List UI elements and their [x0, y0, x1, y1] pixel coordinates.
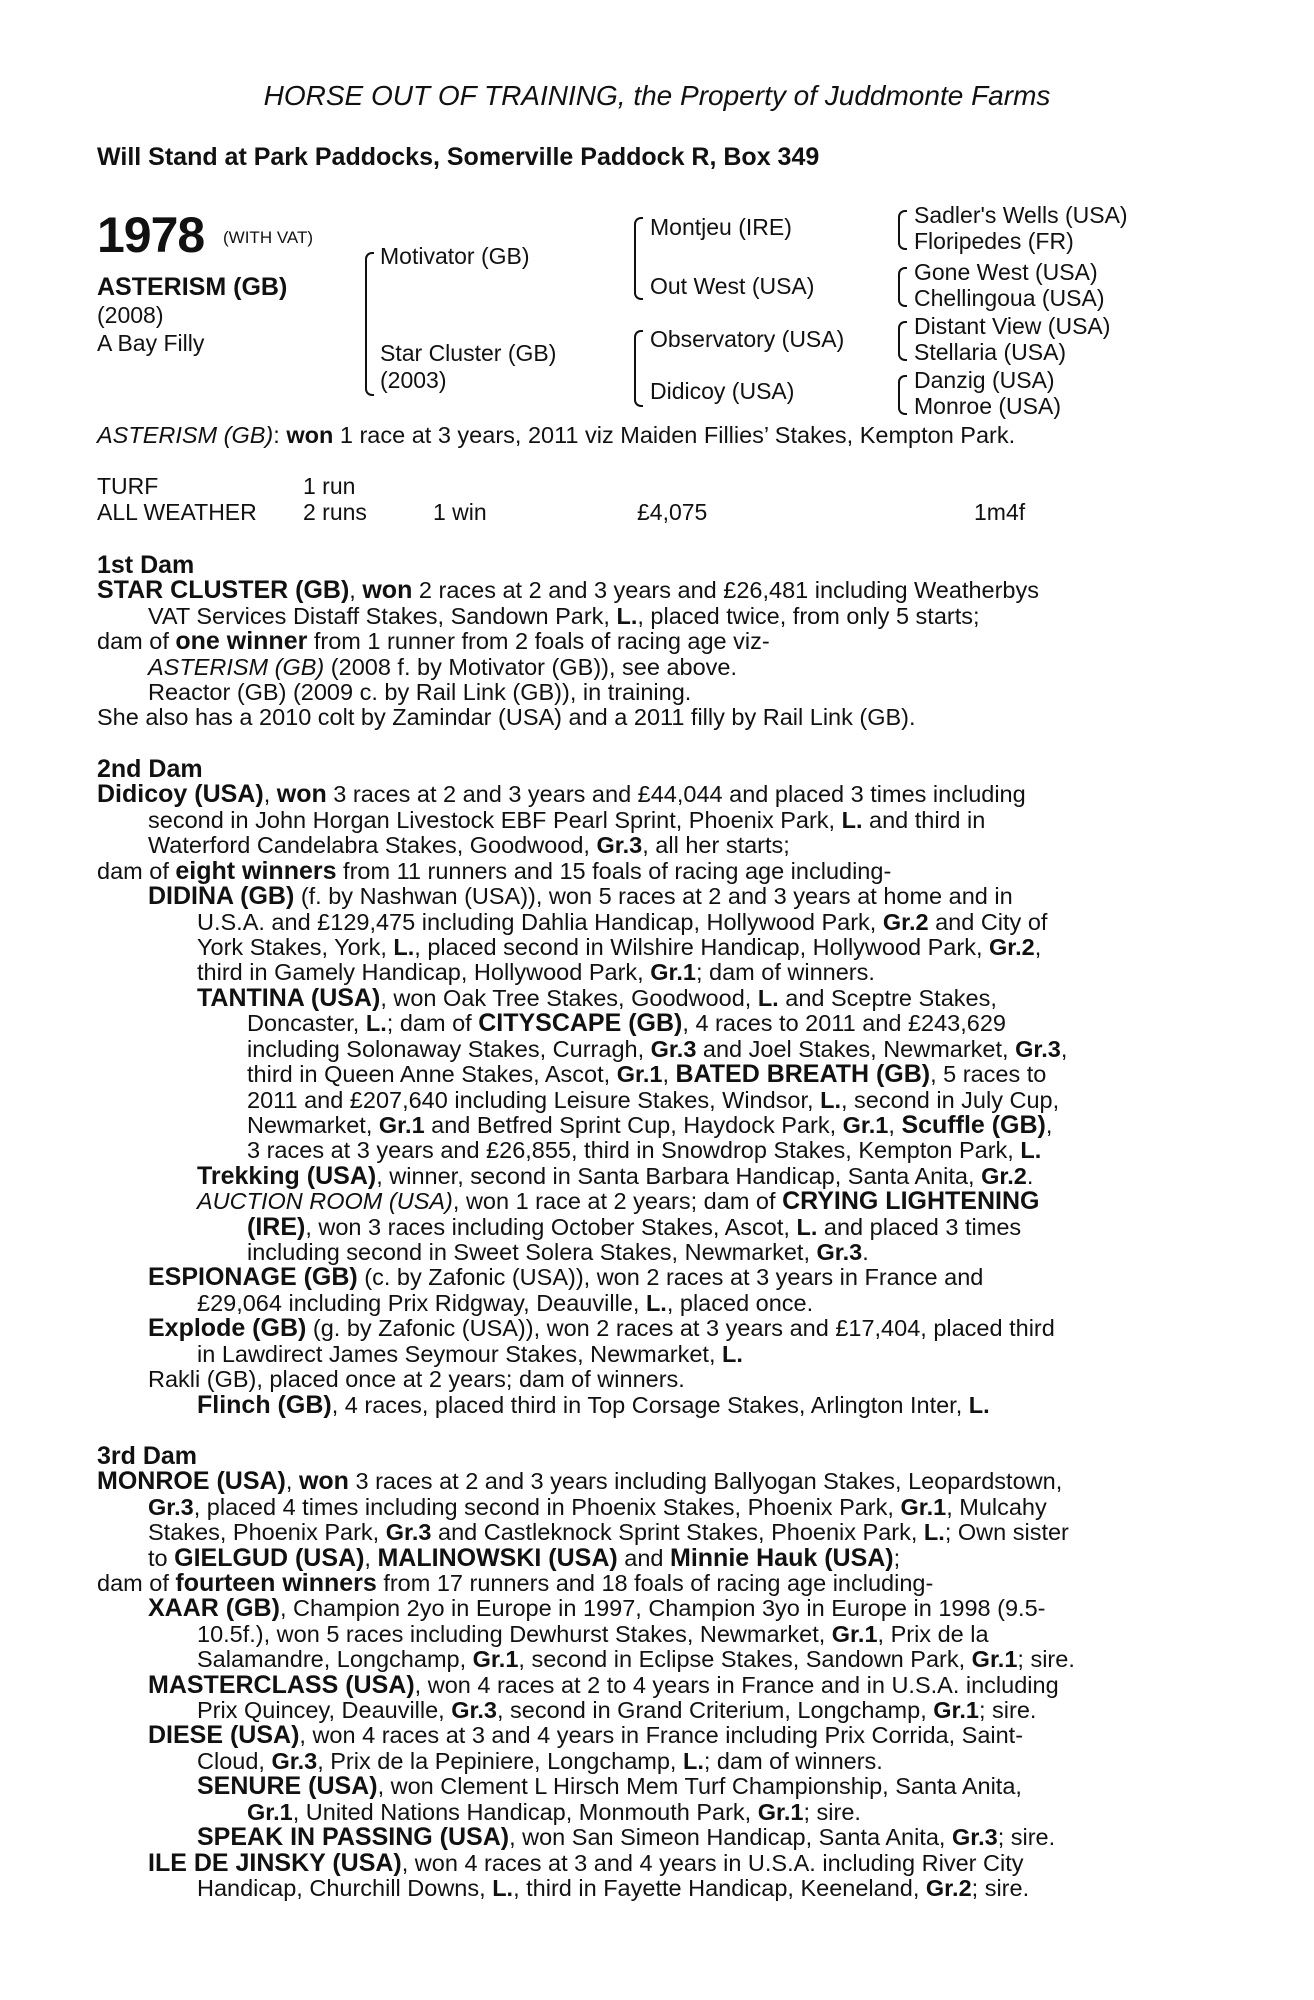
progeny-line [247, 1215, 1021, 1241]
dam2-won: won [276, 780, 327, 808]
progeny-line [197, 910, 1047, 936]
dam2-line: Didicoy (USA), won 3 races at 2 and 3 years and £44,044 and placed 3 times including [97, 780, 1026, 808]
text: , won Oak Tree Stakes, Goodwood, [380, 985, 752, 1011]
brace-dam-bottom [634, 360, 643, 407]
dam3-line [97, 1571, 933, 1597]
listed-mark: L. [492, 1875, 514, 1901]
listed-mark: L. [796, 1214, 818, 1240]
grade-mark: Gr.2 [981, 1163, 1027, 1189]
text: from 17 runners and 18 foals of racing age including- [383, 1570, 934, 1596]
text: , won 3 races including October Stakes, Ascot, [305, 1214, 790, 1240]
progeny-line [247, 1037, 1067, 1063]
text: ; sire. [979, 1697, 1037, 1723]
progeny-item [148, 1673, 1059, 1699]
progeny-item [148, 1851, 1023, 1877]
text: ; sire. [971, 1875, 1030, 1901]
brace-g3-4b [898, 388, 907, 415]
grade-mark: Gr.3 [451, 1697, 497, 1723]
dam1-also: She also has a 2010 colt by Zamindar (USA) and a 2011 filly by Rail Link (GB). [97, 704, 916, 730]
stand-location: Will Stand at Park Paddocks, Somerville Paddock R, Box 349 [97, 143, 820, 171]
text: , won San Simeon Handicap, Santa Anita, [509, 1824, 946, 1850]
grade-mark: Gr.2 [882, 909, 929, 935]
text: Waterford Candelabra Stakes, Goodwood, [148, 832, 590, 858]
progeny-name: GIELGUD (USA) [174, 1544, 365, 1572]
listed-mark: L. [757, 985, 779, 1011]
progeny-line [197, 1749, 883, 1775]
progeny-line [197, 1876, 1029, 1902]
grade-mark: Gr.1 [247, 1799, 293, 1825]
brace-g3-2b [898, 280, 907, 307]
progeny-name: SPEAK IN PASSING (USA) [197, 1823, 510, 1851]
g3-dss: Distant View (USA) [914, 313, 1111, 339]
horse-name: ASTERISM (GB) [97, 273, 288, 301]
progeny-item [197, 986, 997, 1012]
dam: Star Cluster (GB) [380, 340, 557, 366]
horse-description: A Bay Filly [97, 330, 205, 356]
grade-mark: Gr.3 [816, 1239, 863, 1265]
text: 3 races at 2 and 3 years including Ballyogan Stakes, Leopardstown, [355, 1468, 1063, 1494]
text: , won 4 races at 2 to 4 years in France and in U.S.A. including [414, 1672, 1059, 1698]
progeny-line [247, 1088, 1059, 1114]
text: and Castleknock Sprint Stakes, Phoenix Park, [438, 1519, 918, 1545]
text: York Stakes, York, [197, 934, 387, 960]
progeny-name: ESPIONAGE (GB) [148, 1263, 358, 1291]
text: ; dam of winners. [695, 959, 875, 985]
grade-mark: Gr.3 [148, 1494, 194, 1520]
text: , won 4 races at 3 and 4 years in France including Prix Corrida, Saint- [299, 1722, 1024, 1748]
progeny-item: Reactor (GB) (2009 c. by Rail Link (GB)), in training. [148, 679, 692, 705]
text: 3 races at 2 and 3 years and £44,044 and placed 3 times including [333, 781, 1026, 807]
listed-mark: L. [682, 1748, 704, 1774]
progeny-line [197, 1647, 1075, 1673]
g3-ddd: Monroe (USA) [914, 393, 1061, 419]
listed-mark: L. [923, 1519, 945, 1545]
progeny-item [197, 1774, 1022, 1800]
vat-note: (WITH VAT) [223, 228, 314, 247]
progeny-item [197, 1825, 1055, 1851]
progeny-name: Flinch (GB) [197, 1391, 332, 1419]
text: , won 4 races at 3 and 4 years in U.S.A. including River City [401, 1850, 1024, 1876]
dam3-line [148, 1520, 1069, 1546]
grade-mark: Gr.1 [933, 1697, 979, 1723]
text: , second in July Cup, [840, 1087, 1060, 1113]
text: U.S.A. and £129,475 including Dahlia Handicap, Hollywood Park, [197, 909, 877, 935]
horse-year: (2008) [97, 302, 164, 328]
progeny-item [148, 1316, 1055, 1342]
text: , won 1 race at 2 years; dam of [452, 1188, 776, 1214]
dam1-line [97, 629, 770, 655]
text: , third in Fayette Handicap, Keeneland, [513, 1875, 920, 1901]
progeny-item [197, 1189, 1039, 1215]
text: including Solonaway Stakes, Curragh, [247, 1036, 645, 1062]
text: VAT Services Distaff Stakes, Sandown Park, [148, 603, 610, 629]
text: ; Own sister [944, 1519, 1069, 1545]
text: (f. by Nashwan (USA)), won 5 races at 2 and 3 years at home and in [300, 883, 1013, 909]
progeny-line [197, 935, 1041, 961]
progeny-item [148, 884, 1013, 910]
text: and third in [869, 807, 986, 833]
text: , Mulcahy [946, 1494, 1047, 1520]
text: , won Clement L Hirsch Mem Turf Championship, Santa Anita, [377, 1773, 1022, 1799]
listed-mark: L. [820, 1087, 841, 1113]
aw-runs: 2 runs [303, 499, 367, 525]
progeny-line [247, 1138, 1041, 1164]
text: , all her starts; [642, 832, 790, 858]
text: , [662, 1061, 669, 1087]
grade-mark: Gr.1 [831, 1621, 878, 1647]
listed-mark: L. [841, 807, 863, 833]
dam-dam: Didicoy (USA) [650, 378, 795, 404]
sire: Motivator (GB) [380, 243, 530, 269]
brace-g3-1b [898, 223, 907, 250]
brace-sire-bottom [634, 241, 643, 300]
text: ; dam of winners. [703, 1748, 883, 1774]
listed-mark: L. [616, 603, 638, 629]
text: second in John Horgan Livestock EBF Pearl Sprint, Phoenix Park, [148, 807, 836, 833]
text: and Joel Stakes, Newmarket, [702, 1036, 1009, 1062]
text: , second in Grand Criterium, Longchamp, [496, 1697, 927, 1723]
grade-mark: Gr.1 [757, 1799, 804, 1825]
text: from 11 runners and 15 foals of racing age including- [343, 858, 892, 884]
dam2-heading: 2nd Dam [97, 755, 203, 783]
text: . [862, 1239, 869, 1265]
summary-horse: ASTERISM (GB) [97, 422, 274, 448]
text: , Prix de la [877, 1621, 989, 1647]
progeny-name: CITYSCAPE (GB) [478, 1009, 683, 1037]
winners-count: fourteen winners [175, 1569, 377, 1597]
grade-mark: Gr.1 [650, 959, 696, 985]
text: , [888, 1112, 895, 1138]
text: dam of [97, 628, 169, 654]
text: (c. by Zafonic (USA)), won 2 races at 3 years in France and [364, 1264, 984, 1290]
dam2-line [97, 859, 891, 885]
dam1-heading: 1st Dam [97, 551, 195, 579]
text: , placed once. [666, 1290, 814, 1316]
progeny-name: ASTERISM (GB) [148, 654, 325, 680]
progeny-name: CRYING LIGHTENING [782, 1187, 1040, 1215]
progeny-name: Trekking (USA) [197, 1162, 377, 1190]
brace-g3-3b [898, 334, 907, 361]
text: in Lawdirect James Seymour Stakes, Newmarket, [197, 1341, 716, 1367]
listed-mark: L. [645, 1290, 667, 1316]
text: , 4 races to 2011 and £243,629 [682, 1010, 1006, 1036]
text: ; sire. [803, 1799, 861, 1825]
dam1-name: STAR CLUSTER (GB) [97, 576, 350, 604]
text: , [1060, 1036, 1068, 1062]
turf-label: TURF [97, 473, 159, 499]
progeny-name: MASTERCLASS (USA) [148, 1671, 415, 1699]
dam-year: (2003) [380, 367, 447, 393]
progeny-name: Scuffle (GB) [901, 1111, 1046, 1139]
g3-sdd: Chellingoua (USA) [914, 285, 1105, 311]
progeny-item [148, 1723, 1023, 1749]
text: , Champion 2yo in Europe in 1997, Champion 3yo in Europe in 1998 (9.5- [279, 1595, 1046, 1621]
grade-mark: Gr.1 [900, 1494, 947, 1520]
text: 2011 and £207,640 including Leisure Stakes, Windsor, [247, 1087, 814, 1113]
grade-mark: Gr.1 [378, 1112, 425, 1138]
dam1-won: won [362, 576, 413, 604]
progeny-line [197, 960, 875, 986]
progeny-name: DIDINA (GB) [148, 882, 295, 910]
race-summary: ASTERISM (GB): won 1 race at 3 years, 2011 viz Maiden Fillies’ Stakes, Kempton Park. [97, 422, 1016, 448]
text: , [1034, 934, 1042, 960]
text: including second in Sweet Solera Stakes, Newmarket, [247, 1239, 810, 1265]
text: Cloud, [197, 1748, 265, 1774]
text: , placed second in Wilshire Handicap, Hollywood Park, [414, 934, 983, 960]
text: third in Gamely Handicap, Hollywood Park, [197, 959, 644, 985]
dam3-line [148, 1495, 1047, 1521]
grade-mark: Gr.1 [472, 1646, 519, 1672]
g3-dsd: Stellaria (USA) [914, 339, 1067, 365]
text: and Sceptre Stakes, [785, 985, 997, 1011]
progeny-line [197, 1622, 989, 1648]
text: Newmarket, [247, 1112, 373, 1138]
progeny-line [247, 1800, 861, 1826]
progeny-name: SENURE (USA) [197, 1772, 378, 1800]
dam3-line [148, 1546, 900, 1572]
g3-sds: Gone West (USA) [914, 259, 1098, 285]
brace-sire-top [634, 217, 643, 243]
text: 3 races at 3 years and £26,855, third in Snowdrop Stakes, Kempton Park, [247, 1137, 1014, 1163]
brace-top [365, 252, 374, 296]
grade-mark: Gr.3 [1015, 1036, 1061, 1062]
text: (2008 f. by Motivator (GB)), see above. [330, 654, 737, 680]
grade-mark: Gr.2 [989, 934, 1035, 960]
dam2-name: Didicoy (USA) [97, 780, 264, 808]
text: , United Nations Handicap, Monmouth Park, [292, 1799, 752, 1825]
listed-mark: L. [968, 1392, 990, 1418]
progeny-item [148, 1596, 1045, 1622]
summary-won: won [286, 422, 334, 448]
progeny-line [247, 1062, 1046, 1088]
text: dam of [97, 1570, 169, 1596]
text: Prix Quincey, Deauville, [197, 1697, 445, 1723]
text: , [285, 1468, 293, 1494]
progeny-name: MALINOWSKI (USA) [377, 1544, 618, 1572]
text: , Prix de la Pepiniere, Longchamp, [317, 1748, 677, 1774]
text: and Betfred Sprint Cup, Haydock Park, [431, 1112, 837, 1138]
progeny-line [197, 1291, 813, 1317]
text: Handicap, Churchill Downs, [197, 1875, 486, 1901]
g3-ssd: Floripedes (FR) [914, 228, 1074, 254]
winners-count: one winner [175, 627, 308, 655]
listed-mark: L. [365, 1010, 387, 1036]
text: ; dam of [386, 1010, 472, 1036]
grade-mark: Gr.1 [842, 1112, 889, 1138]
progeny-line [247, 1240, 869, 1266]
text: Stakes, Phoenix Park, [148, 1519, 380, 1545]
grade-mark: Gr.3 [596, 832, 643, 858]
g3-dds: Danzig (USA) [914, 367, 1055, 393]
dam3-line [97, 1469, 1062, 1495]
aw-distance: 1m4f [974, 499, 1026, 525]
progeny-line [247, 1113, 1052, 1139]
dam1-text: 2 races at 2 and 3 years and £26,481 including Weatherbys [418, 577, 1040, 603]
text: ; [893, 1545, 901, 1571]
dam2-line [148, 808, 985, 834]
dam2-line [148, 833, 790, 859]
progeny-name: XAAR (GB) [148, 1594, 280, 1622]
dam1-line [148, 604, 980, 630]
progeny-item [197, 1393, 990, 1419]
sire-dam: Out West (USA) [650, 273, 815, 299]
aw-label: ALL WEATHER [97, 499, 257, 525]
brace-bottom [365, 294, 374, 396]
text: dam of [97, 858, 169, 884]
progeny-name: AUCTION ROOM (USA) [197, 1188, 453, 1214]
text: , [1045, 1112, 1053, 1138]
text: and placed 3 times [823, 1214, 1022, 1240]
summary-text: 1 race at 3 years, 2011 viz Maiden Fillies’ Stakes, Kempton Park. [339, 422, 1016, 448]
aw-money: £4,075 [637, 499, 708, 525]
text: Salamandre, Longchamp, [197, 1646, 467, 1672]
g3-sss: Sadler's Wells (USA) [914, 202, 1128, 228]
progeny-item [197, 1164, 1033, 1190]
grade-mark: Gr.3 [951, 1824, 998, 1850]
grade-mark: Gr.1 [616, 1061, 663, 1087]
sire-sire: Montjeu (IRE) [650, 214, 792, 240]
listed-mark: L. [393, 934, 415, 960]
progeny-item [148, 1265, 983, 1291]
text: third in Queen Anne Stakes, Ascot, [247, 1061, 611, 1087]
text: £29,064 including Prix Ridgway, Deauville, [197, 1290, 640, 1316]
text: and City of [935, 909, 1048, 935]
page-title: HORSE OUT OF TRAINING, the Property of Juddmonte Farms [263, 80, 1051, 111]
text: , 4 races, placed third in Top Corsage Stakes, Arlington Inter, [331, 1392, 963, 1418]
lot-number: 1978 [97, 207, 205, 263]
grade-mark: Gr.3 [650, 1036, 697, 1062]
listed-mark: L. [722, 1341, 743, 1367]
brace-dam-top [634, 330, 643, 362]
dam3-won: won [298, 1467, 349, 1495]
text: , placed twice, from only 5 starts; [637, 603, 980, 629]
text: ; sire. [1017, 1646, 1075, 1672]
progeny-name: (IRE) [247, 1213, 306, 1241]
aw-wins: 1 win [433, 499, 487, 525]
text: , second in Eclipse Stakes, Sandown Park, [518, 1646, 966, 1672]
turf-runs: 1 run [303, 473, 356, 499]
grade-mark: Gr.3 [385, 1519, 432, 1545]
progeny-name: BATED BREATH (GB) [675, 1060, 931, 1088]
dam1-line: STAR CLUSTER (GB), won 2 races at 2 and 3 years and £26,481 including Weatherbys [97, 576, 1040, 604]
text: , winner, second in Santa Barbara Handicap, Santa Anita, [376, 1163, 975, 1189]
grade-mark: Gr.3 [271, 1748, 318, 1774]
progeny-name: DIESE (USA) [148, 1721, 300, 1749]
progeny-name: ILE DE JINSKY (USA) [148, 1849, 402, 1877]
winners-count: eight winners [175, 857, 337, 885]
progeny-name: Explode (GB) [148, 1314, 307, 1342]
dam3-heading: 3rd Dam [97, 1442, 198, 1470]
text: Doncaster, [247, 1010, 360, 1036]
text: 10.5f.), won 5 races including Dewhurst Stakes, Newmarket, [197, 1621, 826, 1647]
text: , [364, 1545, 371, 1571]
text: from 1 runner from 2 foals of racing age viz- [313, 628, 770, 654]
dam-sire: Observatory (USA) [650, 326, 845, 352]
text: (g. by Zafonic (USA)), won 2 races at 3 years and £17,404, placed third [312, 1315, 1055, 1341]
grade-mark: Gr.2 [925, 1875, 972, 1901]
progeny-line [197, 1342, 743, 1368]
text: ; sire. [997, 1824, 1056, 1850]
text: and [624, 1545, 664, 1571]
grade-mark: Gr.1 [971, 1646, 1018, 1672]
progeny-line [197, 1698, 1036, 1724]
text: to [148, 1545, 168, 1571]
progeny-line [247, 1011, 1006, 1037]
progeny-name: Minnie Hauk (USA) [670, 1544, 894, 1572]
text: . [1026, 1163, 1034, 1189]
text: , 5 races to [930, 1061, 1047, 1087]
progeny-name: TANTINA (USA) [197, 984, 381, 1012]
progeny-item [148, 655, 737, 681]
dam3-name: MONROE (USA) [97, 1467, 286, 1495]
progeny-item: Rakli (GB), placed once at 2 years; dam of winners. [148, 1366, 685, 1392]
listed-mark: L. [1020, 1137, 1042, 1163]
text: , placed 4 times including second in Phoenix Stakes, Phoenix Park, [193, 1494, 894, 1520]
